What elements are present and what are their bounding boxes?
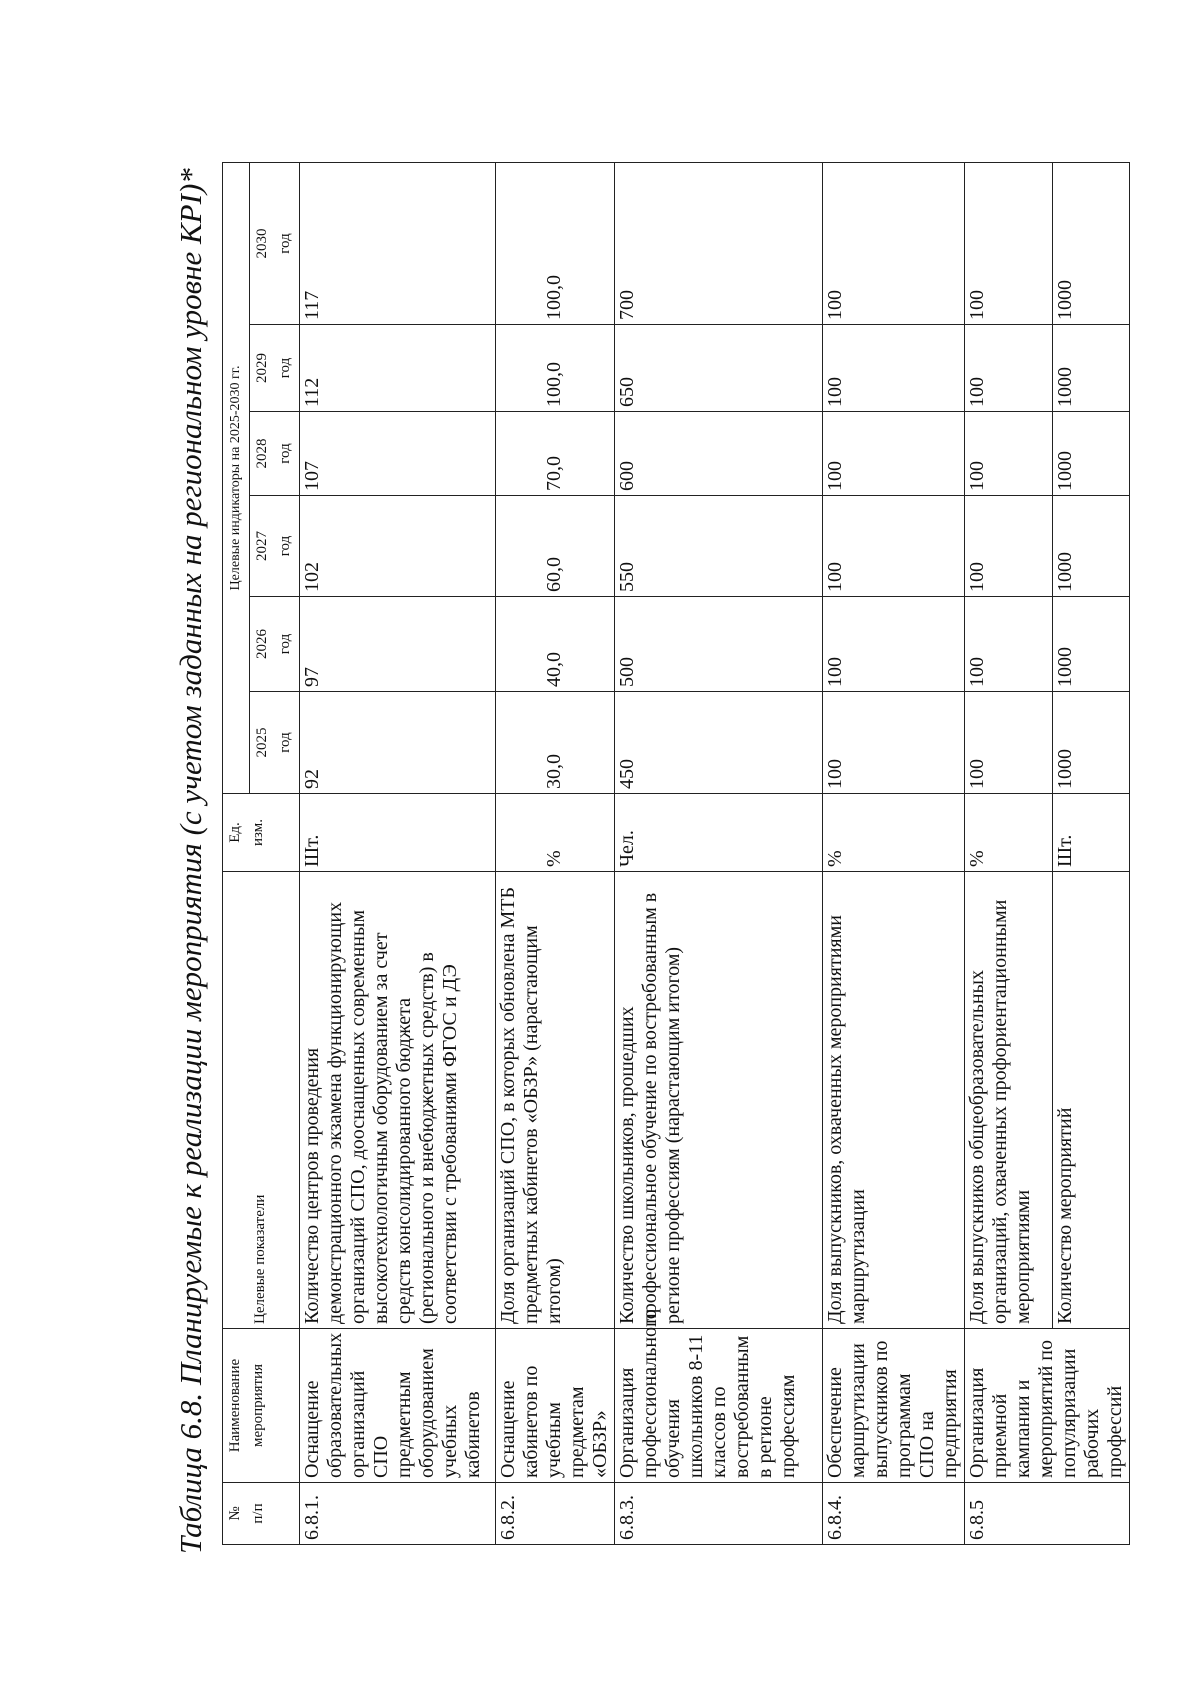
row-indicator: Доля выпускников общеобразовательных организаций, охваченных профориентационными мероприятиями bbox=[965, 872, 1053, 1329]
value-2029: 1000 bbox=[1052, 325, 1129, 412]
value-2025: 100 bbox=[965, 692, 1053, 794]
header-event-text: Наименование мероприятия bbox=[227, 1358, 266, 1453]
header-num-text: № п/п bbox=[227, 1503, 266, 1524]
table-row-6-8-4 bbox=[823, 162, 965, 1544]
row-unit: Чел. bbox=[615, 794, 823, 872]
value-2030: 100,0 bbox=[496, 162, 615, 324]
header-year-2029-text: 2029 год bbox=[254, 353, 293, 383]
row-indicator: Количество центров проведения демонстрационного экзамена функционирующих организаций СПО, дооснащенных современным высокотехнологичным оборудованием за счет средств консолидированного бюджета (регионального и внебюджетных средств) в соответствии с требованиями ФГОС и ДЭ bbox=[300, 872, 496, 1329]
header-year-2025-text: 2025 год bbox=[254, 727, 293, 758]
row-event: Обеспечение маршрутизации выпускников по программам СПО на предприятия bbox=[823, 1329, 965, 1483]
header-num bbox=[223, 1483, 300, 1545]
header-unit-text: Ед. изм. bbox=[227, 819, 266, 846]
row-unit: % bbox=[823, 794, 965, 872]
value-2027: 102 bbox=[300, 496, 496, 597]
value-2027: 1000 bbox=[1052, 496, 1129, 597]
header-indicator-text: Целевые показатели bbox=[252, 1194, 268, 1324]
table-row-6-8-3 bbox=[615, 162, 823, 1544]
row-num: 6.8.2. bbox=[496, 1483, 615, 1545]
value-2030: 117 bbox=[300, 162, 496, 324]
value-2025: 30,0 bbox=[496, 692, 615, 794]
value-2029: 100 bbox=[965, 325, 1053, 412]
value-2026: 100 bbox=[823, 597, 965, 692]
value-2027: 60,0 bbox=[496, 496, 615, 597]
value-2030: 100 bbox=[823, 162, 965, 324]
row-event: Оснащение образовательных организаций СПО предметным оборудованием учебных кабинетов bbox=[300, 1329, 496, 1483]
header-year-2030-text: 2030 год bbox=[254, 228, 293, 259]
row-unit: Шт. bbox=[300, 794, 496, 872]
value-2026: 97 bbox=[300, 597, 496, 692]
value-2028: 107 bbox=[300, 412, 496, 496]
row-event: Организация приемной кампании и мероприятий по популяризации рабочих профессий bbox=[965, 1329, 1130, 1483]
value-2026: 500 bbox=[615, 597, 823, 692]
value-2026: 40,0 bbox=[496, 597, 615, 692]
value-2026: 100 bbox=[965, 597, 1053, 692]
row-indicator: Доля выпускников, охваченных мероприятиями маршрутизации bbox=[823, 872, 965, 1329]
value-2025: 100 bbox=[823, 692, 965, 794]
row-indicator: Количество мероприятий bbox=[1052, 872, 1129, 1329]
kpi-table bbox=[222, 162, 1130, 1545]
value-2025: 92 bbox=[300, 692, 496, 794]
header-target-group-text: Целевые индикаторы на 2025-2030 гг. bbox=[228, 365, 243, 591]
value-2027: 100 bbox=[965, 496, 1053, 597]
value-2029: 112 bbox=[300, 325, 496, 412]
header-year-2025 bbox=[250, 692, 300, 794]
value-2027: 550 bbox=[615, 496, 823, 597]
row-num: 6.8.4. bbox=[823, 1483, 965, 1545]
header-year-2028 bbox=[250, 412, 300, 496]
header-unit bbox=[223, 794, 300, 872]
table-row-6-8-5-a bbox=[965, 162, 1053, 1544]
header-year-2027-text: 2027 год bbox=[254, 531, 293, 561]
header-target-group bbox=[223, 162, 250, 793]
value-2028: 1000 bbox=[1052, 412, 1129, 496]
header-year-2030 bbox=[250, 162, 300, 324]
header-year-2028-text: 2028 год bbox=[254, 438, 293, 469]
value-2030: 700 bbox=[615, 162, 823, 324]
value-2026: 1000 bbox=[1052, 597, 1129, 692]
row-indicator: Количество школьников, прошедших профессиональное обучение по востребованным в регионе профессиям (нарастающим итогом) bbox=[615, 872, 823, 1329]
header-year-2026 bbox=[250, 597, 300, 692]
row-unit: Шт. bbox=[1052, 794, 1129, 872]
value-2029: 650 bbox=[615, 325, 823, 412]
value-2030: 100 bbox=[965, 162, 1053, 324]
table-row-6-8-2 bbox=[496, 162, 615, 1544]
value-2028: 100 bbox=[965, 412, 1053, 496]
row-num: 6.8.5 bbox=[965, 1483, 1130, 1545]
value-2028: 100 bbox=[823, 412, 965, 496]
value-2027: 100 bbox=[823, 496, 965, 597]
value-2028: 70,0 bbox=[496, 412, 615, 496]
header-row-top bbox=[223, 162, 250, 1544]
header-indicator bbox=[223, 872, 300, 1329]
row-unit: % bbox=[496, 794, 615, 872]
row-num: 6.8.1. bbox=[300, 1483, 496, 1545]
value-2029: 100 bbox=[823, 325, 965, 412]
row-unit: % bbox=[965, 794, 1053, 872]
row-num: 6.8.3. bbox=[615, 1483, 823, 1545]
value-2025: 450 bbox=[615, 692, 823, 794]
header-event bbox=[223, 1329, 300, 1483]
row-event: Организация профессионального обучения школьников 8-11 классов по востребованным в регионе профессиям bbox=[615, 1329, 823, 1483]
header-year-2029 bbox=[250, 325, 300, 412]
table-row-6-8-1 bbox=[300, 162, 496, 1544]
table-caption: Таблица 6.8. Планируемые к реализации мероприятия (с учетом заданных на региональном уровне KPI)* bbox=[173, 168, 208, 1554]
row-event: Оснащение кабинетов по учебным предметам «ОБЗР» bbox=[496, 1329, 615, 1483]
header-year-2027 bbox=[250, 496, 300, 597]
value-2030: 1000 bbox=[1052, 162, 1129, 324]
row-indicator: Доля организаций СПО, в которых обновлена МТБ предметных кабинетов «ОБЗР» (нарастающим итогом) bbox=[496, 872, 615, 1329]
header-year-2026-text: 2026 год bbox=[254, 629, 293, 659]
value-2028: 600 bbox=[615, 412, 823, 496]
value-2029: 100,0 bbox=[496, 325, 615, 412]
value-2025: 1000 bbox=[1052, 692, 1129, 794]
